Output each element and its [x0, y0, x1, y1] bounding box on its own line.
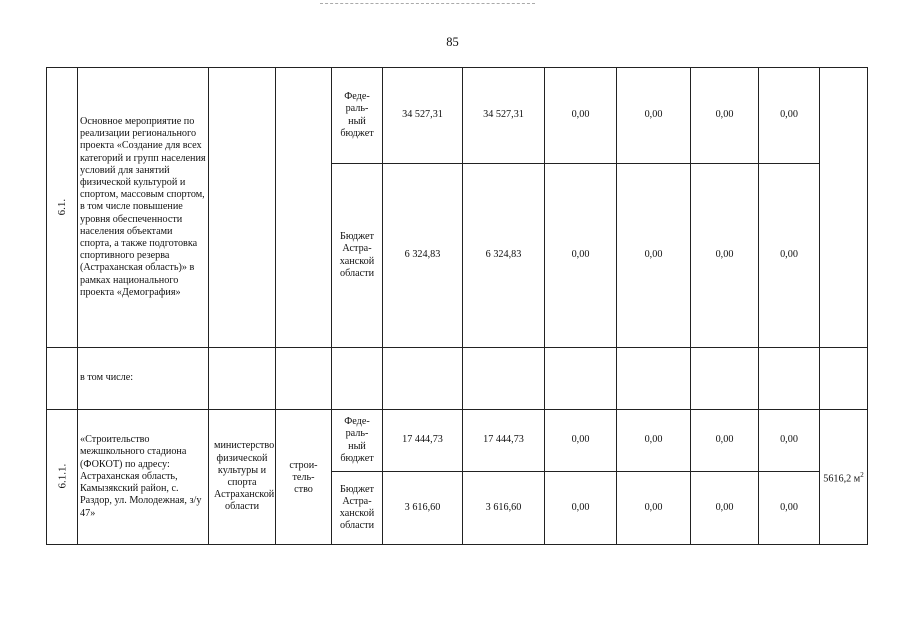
funding-source: Феде- раль- ный бюджет [332, 410, 383, 472]
empty-cell [545, 348, 617, 410]
value-year-4: 0,00 [691, 472, 759, 545]
value-year-3: 0,00 [617, 472, 691, 545]
value-year-3: 0,00 [617, 68, 691, 164]
result-number: 5616,2 м [823, 473, 861, 485]
value-year-5: 0,00 [759, 410, 820, 472]
row-code-cell [47, 68, 78, 348]
empty-cell [383, 348, 463, 410]
value-year-5: 0,00 [759, 472, 820, 545]
value-year-2: 0,00 [545, 410, 617, 472]
work-type-cell-empty [276, 68, 332, 348]
row-code: 6.1. [55, 198, 68, 216]
value-year-3: 0,00 [617, 164, 691, 348]
value-year-1: 6 324,83 [463, 164, 545, 348]
table-row [47, 68, 868, 164]
value-year-5: 0,00 [759, 68, 820, 164]
value-total: 34 527,31 [383, 68, 463, 164]
page-number: 85 [446, 35, 459, 49]
executor: министерство физической культуры и спорта Астраханской области [209, 410, 276, 545]
value-year-4: 0,00 [691, 410, 759, 472]
value-year-1: 3 616,60 [463, 472, 545, 545]
value-year-1: 34 527,31 [463, 68, 545, 164]
including-label: в том числе: [78, 348, 209, 410]
row-code: 6.1.1. [55, 464, 68, 489]
value-year-2: 0,00 [545, 68, 617, 164]
page-top-rule [320, 3, 535, 4]
funding-source: Бюджет Астра- ханской области [332, 164, 383, 348]
empty-cell [617, 348, 691, 410]
value-total: 3 616,60 [383, 472, 463, 545]
empty-cell [276, 348, 332, 410]
empty-cell [209, 348, 276, 410]
funding-source: Феде- раль- ный бюджет [332, 68, 383, 164]
result-unit-power: 2 [860, 470, 864, 479]
empty-cell [332, 348, 383, 410]
budget-table [46, 67, 868, 545]
value-year-5: 0,00 [759, 164, 820, 348]
work-type: строи- тель- ство [276, 410, 332, 545]
value-year-4: 0,00 [691, 68, 759, 164]
table-row [47, 410, 868, 472]
empty-cell [47, 348, 78, 410]
empty-cell [463, 348, 545, 410]
empty-cell [820, 348, 868, 410]
value-year-2: 0,00 [545, 164, 617, 348]
empty-cell [759, 348, 820, 410]
value-year-4: 0,00 [691, 164, 759, 348]
project-name: «Строительство межшкольного стадиона (ФОКОТ) по адресу: Астраханская область, Камызякский район, с. Раздор, ул. Молодежная, з/у 47» [78, 410, 209, 545]
value-year-1: 17 444,73 [463, 410, 545, 472]
result-cell-empty [820, 68, 868, 348]
measure-name: Основное мероприятие по реализации регионального проекта «Создание для всех категорий и групп населения условий для занятий физической культурой и спортом, массовым спортом, в том числе повышение уровня обеспеченности населения объектами спорта, а также подготовка спортивного резерва (Астраханская область)» в рамках национального проекта «Демография» [78, 68, 209, 348]
value-total: 17 444,73 [383, 410, 463, 472]
value-year-2: 0,00 [545, 472, 617, 545]
value-year-3: 0,00 [617, 410, 691, 472]
value-total: 6 324,83 [383, 164, 463, 348]
executor-cell-empty [209, 68, 276, 348]
result-value [820, 410, 868, 545]
funding-source: Бюджет Астра- ханской области [332, 472, 383, 545]
table-row [47, 348, 868, 410]
empty-cell [691, 348, 759, 410]
row-code-cell [47, 410, 78, 545]
